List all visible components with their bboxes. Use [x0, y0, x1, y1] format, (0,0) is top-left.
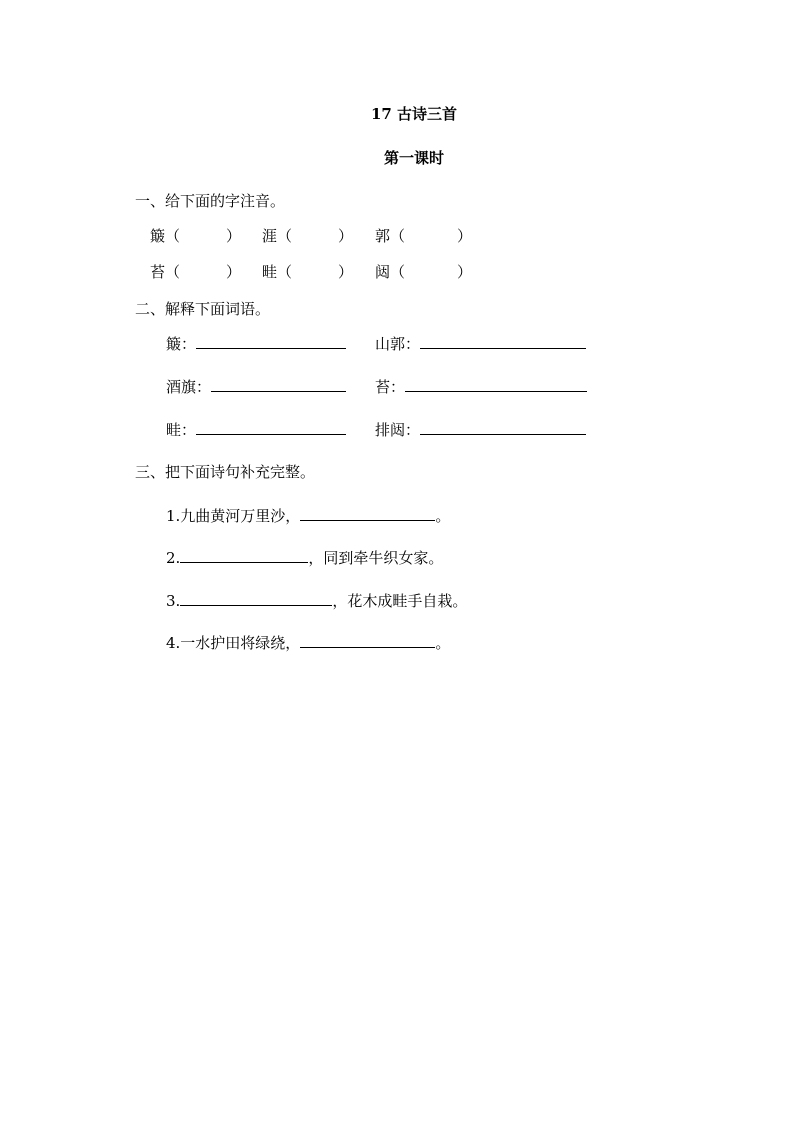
poem-prefix: 4.一水护田将绿绕， — [166, 634, 301, 652]
pinyin-close: ） — [457, 227, 473, 245]
pinyin-close: ） — [226, 263, 242, 281]
poem-suffix: 。 — [435, 634, 451, 652]
pinyin-char: 苔（ — [150, 263, 181, 281]
term-label: 畦： — [166, 421, 197, 439]
definition-item — [375, 377, 587, 397]
definition-item — [166, 334, 346, 354]
answer-blank[interactable] — [405, 377, 587, 392]
answer-blank[interactable] — [196, 420, 346, 435]
definition-item — [375, 334, 586, 354]
poem-suffix: ，花木成畦手自栽。 — [332, 592, 468, 610]
poem-prefix: 2. — [166, 549, 181, 567]
answer-blank[interactable] — [420, 334, 586, 349]
term-label: 山郭： — [375, 335, 421, 353]
pinyin-close: ） — [338, 227, 354, 245]
pinyin-char: 涯（ — [262, 227, 293, 245]
pinyin-close: ） — [226, 227, 242, 245]
pinyin-close: ） — [338, 263, 354, 281]
answer-blank[interactable] — [180, 591, 332, 606]
poem-question-2 — [166, 548, 443, 568]
page-title: 17 古诗三首 — [370, 105, 458, 123]
term-label: 酒旗： — [166, 378, 212, 396]
poem-suffix: ，同到牵牛织女家。 — [308, 549, 444, 567]
term-label: 簸： — [166, 335, 197, 353]
section-2-heading: 二、解释下面词语。 — [135, 300, 271, 318]
section-3-heading: 三、把下面诗句补充完整。 — [135, 463, 316, 481]
poem-question-3 — [166, 591, 467, 611]
answer-blank[interactable] — [420, 420, 586, 435]
pinyin-char: 簸（ — [150, 227, 181, 245]
poem-question-1 — [166, 506, 450, 526]
answer-blank[interactable] — [300, 633, 435, 648]
term-label: 苔： — [375, 378, 406, 396]
poem-prefix: 3. — [166, 592, 181, 610]
answer-blank[interactable] — [180, 548, 308, 563]
pinyin-char: 郭（ — [375, 227, 406, 245]
poem-prefix: 1.九曲黄河万里沙， — [166, 507, 301, 525]
definition-item — [166, 420, 346, 440]
answer-blank[interactable] — [211, 377, 346, 392]
poem-suffix: 。 — [435, 507, 451, 525]
definition-item — [375, 420, 586, 440]
answer-blank[interactable] — [300, 506, 435, 521]
poem-question-4 — [166, 633, 450, 653]
definition-item — [166, 377, 346, 397]
pinyin-close: ） — [457, 263, 473, 281]
pinyin-char: 畦（ — [262, 263, 293, 281]
term-label: 排闼： — [375, 421, 421, 439]
pinyin-char: 闼（ — [375, 263, 406, 281]
answer-blank[interactable] — [196, 334, 346, 349]
section-1-heading: 一、给下面的字注音。 — [135, 192, 286, 210]
page-subtitle: 第一课时 — [383, 149, 444, 167]
